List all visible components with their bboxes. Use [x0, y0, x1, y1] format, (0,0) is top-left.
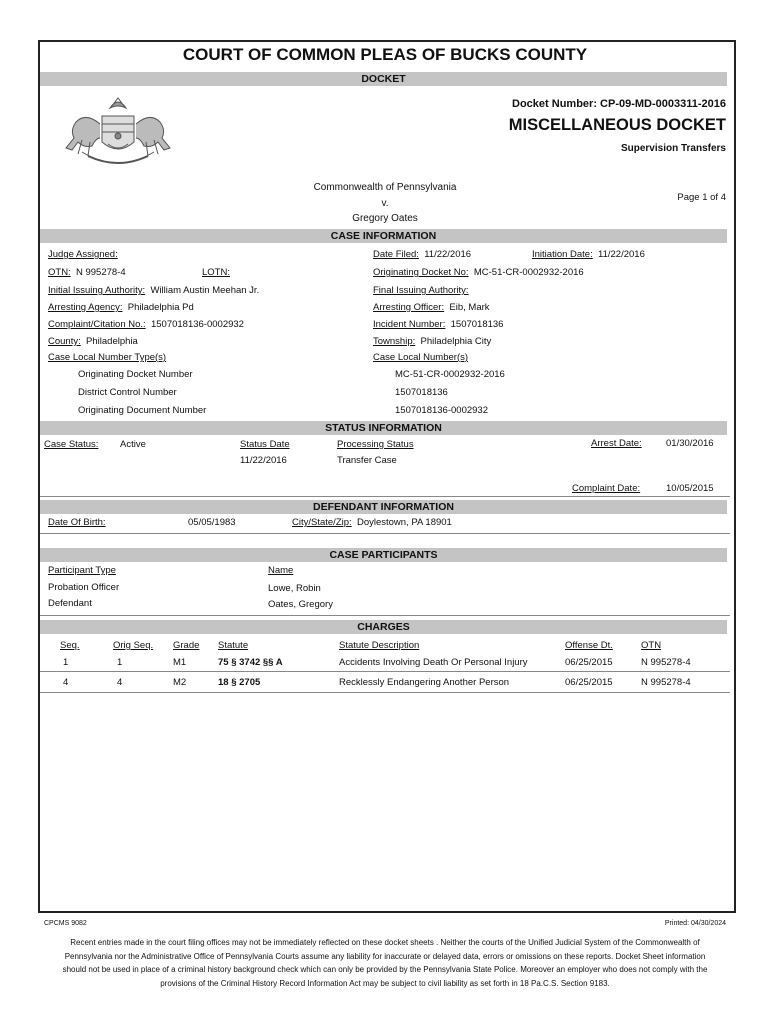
processing-status-value: Transfer Case: [337, 455, 397, 466]
participant-name-header: Name: [268, 565, 294, 576]
initiation-date-label: Initiation Date:: [532, 249, 593, 260]
caption-versus: v.: [381, 198, 389, 209]
city-state-zip-value: Doylestown, PA 18901: [356, 517, 452, 528]
charges-header-seq: Seq.: [60, 640, 80, 651]
township-label: Township:: [373, 336, 416, 347]
lotn-label: LOTN:: [202, 267, 230, 278]
case-information-bar: CASE INFORMATION: [40, 229, 727, 243]
form-id: CPCMS 9082: [44, 920, 87, 927]
case-local-number-label: Case Local Number(s): [373, 352, 469, 363]
participant-type-header: Participant Type: [48, 565, 116, 576]
charge-grade: M2: [173, 677, 187, 688]
case-status-label: Case Status:: [44, 439, 99, 450]
charges-header-statute: Statute: [218, 640, 249, 651]
complaint-citation-value: 1507018136-0002932: [150, 319, 244, 330]
charge-offense-date: 06/25/2015: [565, 677, 613, 688]
defendant-information-bar: DEFENDANT INFORMATION: [40, 500, 727, 514]
local-number-type: Originating Docket Number: [78, 369, 193, 380]
processing-status-label: Processing Status: [337, 439, 414, 450]
case-status-value: Active: [120, 439, 146, 450]
originating-docket-value: MC-51-CR-0002932-2016: [473, 267, 584, 278]
charge-offense-date: 06/25/2015: [565, 657, 613, 668]
initiation-date-row: [532, 249, 645, 260]
arresting-agency-label: Arresting Agency:: [48, 302, 123, 313]
section-divider: [40, 533, 730, 534]
caption-defendant: Gregory Oates: [352, 213, 418, 224]
docket-type: MISCELLANEOUS DOCKET: [508, 116, 726, 134]
county-value: Philadelphia: [86, 336, 138, 347]
docket-number: Docket Number: CP-09-MD-0003311-2016: [512, 98, 726, 110]
status-date-value: 11/22/2016: [240, 455, 287, 466]
disclaimer-text: Recent entries made in the court filing offices may not be immediately reflected on these docket sheets . Neither the courts of the Unified Judicial System of the Commonwealth of Pennsylvania nor the Administrative Office of Pennsylvania Courts assume any liability for inaccurate or delayed data, errors or omissions on these reports. Docket Sheet information should not be used in place of a criminal history background check which can only be provided by the Pennsylvania State Police. Moreover an employer who does not comply with the provisions of the Criminal History Record Information Act may be subject to civil liability as set forth in 18 Pa.C.S. Section 9183.: [62, 938, 708, 988]
charge-seq: 1: [63, 657, 69, 668]
section-divider: [40, 615, 730, 616]
date-of-birth-label: Date Of Birth:: [48, 517, 106, 528]
charge-orig-seq: 4: [117, 677, 123, 688]
local-number-type: District Control Number: [78, 387, 177, 398]
local-number-value: MC-51-CR-0002932-2016: [395, 369, 505, 380]
charges-header-description: Statute Description: [339, 640, 420, 651]
charges-header-offense-date: Offense Dt.: [565, 640, 613, 651]
city-state-zip-label: City/State/Zip:: [292, 517, 352, 528]
participant-type: Defendant: [48, 598, 92, 609]
judge-assigned-label: Judge Assigned:: [48, 249, 118, 260]
originating-docket-label: Originating Docket No:: [373, 267, 469, 278]
arresting-officer-label: Arresting Officer:: [373, 302, 445, 313]
arrest-date-value: 01/30/2016: [666, 438, 714, 449]
participant-name: Oates, Gregory: [268, 599, 333, 610]
otn-value: N 995278-4: [75, 267, 126, 278]
caption-plaintiff: Commonwealth of Pennsylvania: [313, 182, 457, 193]
local-number-value: 1507018136-0002932: [395, 405, 488, 416]
township-value: Philadelphia City: [420, 336, 492, 347]
date-filed-value: 11/22/2016: [424, 249, 472, 260]
arrest-date-label: Arrest Date:: [591, 438, 642, 449]
charge-grade: M1: [173, 657, 187, 668]
charge-orig-seq: 1: [117, 657, 123, 668]
status-date-label: Status Date: [240, 439, 290, 450]
participant-name: Lowe, Robin: [268, 583, 321, 594]
date-filed-label: Date Filed:: [373, 249, 419, 260]
charge-otn: N 995278-4: [641, 657, 691, 668]
page-number: Page 1 of 4: [677, 192, 726, 203]
arresting-agency-row: [48, 302, 194, 313]
initiation-date-value: 11/22/2016: [598, 249, 645, 260]
final-issuing-authority-label: Final Issuing Authority:: [373, 285, 469, 296]
arresting-agency-value: Philadelphia Pd: [127, 302, 194, 313]
complaint-citation-label: Complaint/Citation No.:: [48, 319, 146, 330]
charges-header-grade: Grade: [173, 640, 200, 651]
complaint-date-label: Complaint Date:: [572, 483, 641, 494]
date-filed-row: [373, 249, 471, 260]
section-divider: [40, 496, 730, 497]
incident-number-row: [373, 319, 503, 330]
incident-number-label: Incident Number:: [373, 319, 446, 330]
pennsylvania-seal-emblem: [52, 94, 184, 174]
date-of-birth-value: 05/05/1983: [188, 517, 236, 528]
charge-otn: N 995278-4: [641, 677, 691, 688]
charges-header-otn: OTN: [641, 640, 662, 651]
complaint-date-value: 10/05/2015: [666, 483, 714, 494]
charge-seq: 4: [63, 677, 69, 688]
arresting-officer-value: Eib, Mark: [449, 302, 490, 313]
complaint-citation-row: [48, 319, 244, 330]
county-row: [48, 336, 138, 347]
initial-issuing-authority-label: Initial Issuing Authority:: [48, 285, 146, 296]
row-divider: [40, 671, 730, 672]
arresting-officer-row: [373, 302, 490, 313]
incident-number-value: 1507018136: [450, 319, 504, 330]
otn-row: [48, 267, 126, 278]
case-local-number-type-label: Case Local Number Type(s): [48, 352, 167, 363]
charges-header-orig-seq: Orig Seq.: [113, 640, 154, 651]
participant-type: Probation Officer: [48, 582, 120, 593]
docket-subtype: Supervision Transfers: [620, 143, 726, 154]
charge-statute: 75 § 3742 §§ A: [218, 657, 283, 668]
local-number-type: Originating Document Number: [78, 405, 207, 416]
status-information-bar: STATUS INFORMATION: [40, 421, 727, 435]
docket-label-bar: DOCKET: [40, 72, 727, 86]
county-label: County:: [48, 336, 81, 347]
court-title: COURT OF COMMON PLEAS OF BUCKS COUNTY: [182, 45, 588, 64]
charges-bar: CHARGES: [40, 620, 727, 634]
charge-description: Recklessly Endangering Another Person: [339, 677, 510, 688]
charge-description: Accidents Involving Death Or Personal Injury: [339, 657, 528, 668]
charge-statute: 18 § 2705: [218, 677, 261, 688]
local-number-value: 1507018136: [395, 387, 448, 398]
case-participants-bar: CASE PARTICIPANTS: [40, 548, 727, 562]
initial-issuing-authority-row: [48, 285, 259, 296]
township-row: [373, 336, 491, 347]
city-state-zip-row: [292, 517, 452, 528]
row-divider: [40, 692, 730, 693]
initial-issuing-authority-value: William Austin Meehan Jr.: [150, 285, 260, 296]
otn-label: OTN:: [48, 267, 71, 278]
printed-date: Printed: 04/30/2024: [664, 920, 726, 927]
originating-docket-row: [373, 267, 584, 278]
